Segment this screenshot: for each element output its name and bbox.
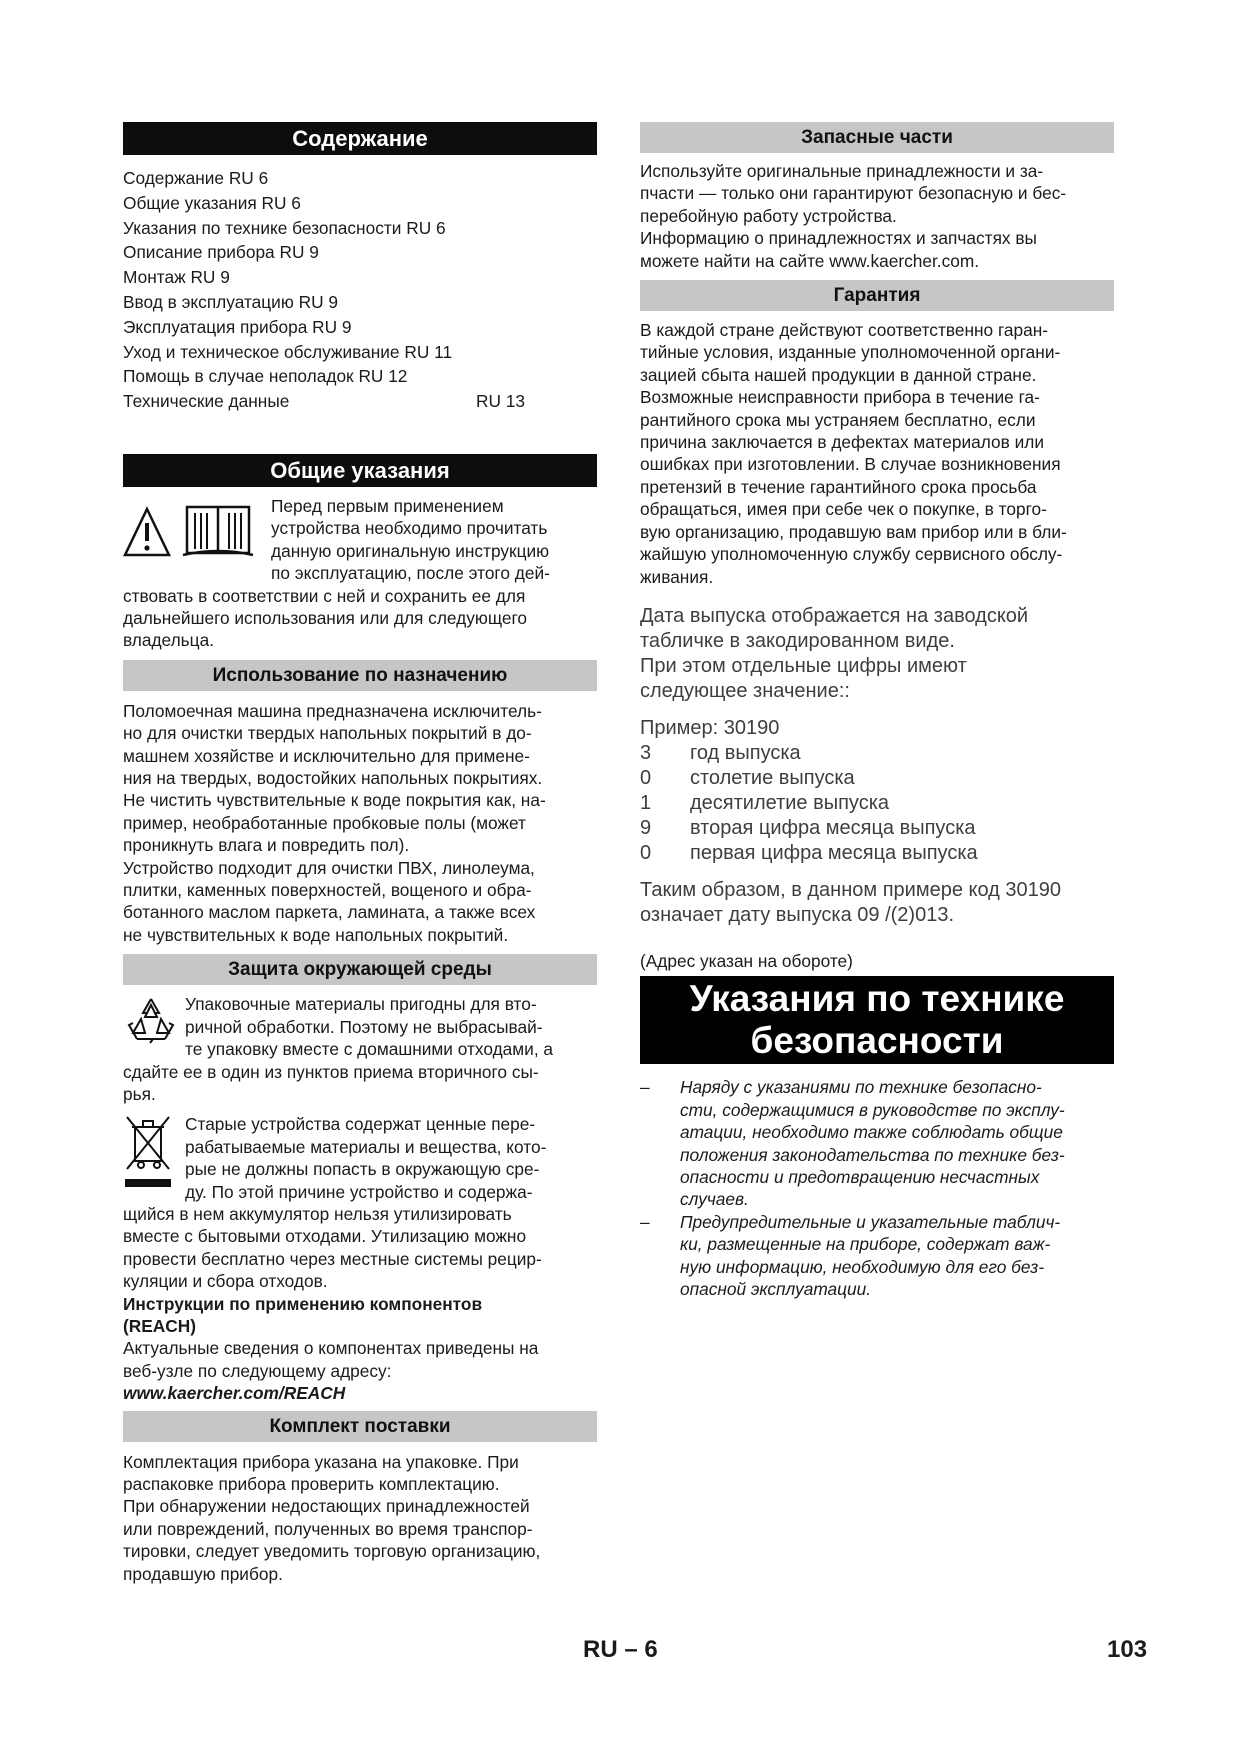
text-line: рья. bbox=[123, 1083, 156, 1104]
text-line: веб-узле по следующему адресу: bbox=[123, 1360, 392, 1381]
code-row: 0 первая цифра месяца выпуска bbox=[640, 841, 978, 864]
recycle-icon bbox=[123, 993, 185, 1055]
text-line: ботанного маслом паркета, ламината, а также всех bbox=[123, 902, 536, 923]
footer-section-label: RU – 6 bbox=[583, 1636, 658, 1663]
list-item: – Наряду с указаниями по технике безопасно- сти, содержащимися в руководстве по эксплу- атации, необходимо также соблюдать общие положения законодательства по технике без- опасности и предотвращению несчастных случаев. bbox=[640, 1077, 1065, 1210]
reach-title: Инструкции по применению компонентов bbox=[123, 1293, 483, 1314]
text-line: следующее значение:: bbox=[640, 679, 850, 702]
warranty-header: Гарантия bbox=[640, 280, 1114, 311]
toc-item[interactable]: Содержание RU 6 bbox=[123, 168, 269, 188]
text-line: претензий в течение гарантийного срока просьба bbox=[640, 476, 1037, 497]
text-line: Актуальные сведения о компонентах приведены на bbox=[123, 1338, 539, 1359]
toc-item[interactable]: Описание прибора RU 9 bbox=[123, 242, 319, 263]
text-line: данную оригинальную инструкцию bbox=[271, 540, 550, 561]
warning-book-icon-group bbox=[123, 503, 271, 567]
text-line: пчасти — только они гарантируют безопасную и бес- bbox=[640, 183, 1067, 204]
text-line: можете найти на сайте www.kaercher.com. bbox=[640, 250, 980, 271]
text-line: Поломоечная машина предназначена исключитель- bbox=[123, 700, 542, 721]
toc-item[interactable]: Уход и техническое обслуживание RU 11 bbox=[123, 341, 453, 362]
text-line: но для очистки твердых напольных покрытий в до- bbox=[123, 723, 532, 744]
text-line: тировки, следует уведомить торговую организацию, bbox=[123, 1541, 541, 1562]
text-line: Используйте оригинальные принадлежности и за- bbox=[640, 161, 1044, 181]
intended-use-header: Использование по назначению bbox=[123, 660, 597, 691]
text-line: ния на твердых, водостойких напольных покрытиях. bbox=[123, 768, 543, 789]
safety-list bbox=[640, 1076, 1114, 1300]
text-line: дальнейшего использования или для следующего bbox=[123, 608, 527, 628]
spare-parts-text bbox=[640, 160, 1114, 272]
text-line: сдайте ее в один из пунктов приема вторичного сы- bbox=[123, 1061, 539, 1082]
text-line: рые не должны попасть в окружающую сре- bbox=[185, 1159, 540, 1180]
text-line: проникнуть влага и повредить пол). bbox=[123, 835, 410, 856]
text-line: провести бесплатно через местные системы рецир- bbox=[123, 1248, 542, 1269]
text-line: Не чистить чувствительные к воде покрытия как, на- bbox=[123, 790, 546, 811]
code-row: 3 год выпуска bbox=[640, 741, 801, 764]
text-line: машнем хозяйстве и исключительно для примене- bbox=[123, 745, 530, 766]
text-line: ду. По этой причине устройство и содержа- bbox=[185, 1181, 533, 1202]
toc-item[interactable]: Указания по технике безопасности RU 6 bbox=[123, 217, 446, 238]
left-column bbox=[123, 122, 597, 1585]
text-line: по эксплуатацию, после этого дей- bbox=[271, 563, 550, 584]
text-line: При этом отдельные цифры имеют bbox=[640, 654, 967, 677]
toc-item[interactable]: Монтаж RU 9 bbox=[123, 267, 230, 288]
toc-item[interactable]: Общие указания RU 6 bbox=[123, 192, 301, 213]
reach-title: (REACH) bbox=[123, 1315, 196, 1336]
text-line: причина заключается в дефектах материалов или bbox=[640, 432, 1044, 453]
text-line: табличке в закодированном виде. bbox=[640, 629, 955, 652]
address-note: (Адрес указан на обороте) bbox=[640, 950, 853, 971]
text-line: рантийного срока мы устраняем бесплатно, если bbox=[640, 409, 1036, 430]
text-line: Таким образом, в данном примере код 30190 bbox=[640, 878, 1061, 901]
text-line: пример, необработанные пробковые полы (может bbox=[123, 812, 526, 833]
text-line: Перед первым применением bbox=[271, 495, 504, 516]
text-line: обращаться, имея при себе чек о покупке, в торго- bbox=[640, 499, 1047, 520]
text-line: зацией сбыта нашей продукции в данной стране. bbox=[640, 364, 1037, 385]
contents-header: Содержание bbox=[123, 122, 597, 155]
text-line: Информацию о принадлежностях и запчастях вы bbox=[640, 228, 1037, 249]
code-example: Пример: 30190 bbox=[640, 716, 780, 739]
text-line: щийся в нем аккумулятор нельзя утилизировать bbox=[123, 1203, 512, 1224]
text-line: ствовать в соответствии с ней и сохранить ее для bbox=[123, 585, 526, 606]
text-line: рабатываемые материалы и вещества, кото- bbox=[185, 1136, 547, 1157]
toc-item[interactable]: Технические данные RU 13 bbox=[123, 391, 525, 412]
text-line: Старые устройства содержат ценные пере- bbox=[185, 1114, 536, 1135]
environment-recycle bbox=[123, 993, 597, 1105]
safety-title: Указания по технике безопасности bbox=[640, 976, 1114, 1064]
toc-item[interactable]: Эксплуатация прибора RU 9 bbox=[123, 316, 352, 337]
text-line: продавшую прибор. bbox=[123, 1563, 283, 1584]
text-line: В каждой стране действуют соответственно гаран- bbox=[640, 320, 1049, 341]
reach-link[interactable]: www.kaercher.com/REACH bbox=[123, 1383, 346, 1404]
text-line: Дата выпуска отображается на заводской bbox=[640, 604, 1029, 627]
text-line: живания. bbox=[640, 566, 714, 587]
text-line: вместе с бытовыми отходами. Утилизацию можно bbox=[123, 1226, 527, 1247]
text-line: тийные условия, изданные уполномоченной органи- bbox=[640, 342, 1061, 363]
text-line: Возможные неисправности прибора в течение га- bbox=[640, 387, 1040, 408]
footer-page-number: 103 bbox=[1107, 1636, 1148, 1663]
crossed-bin-icon bbox=[123, 1113, 185, 1197]
text-line: означает дату выпуска 09 /(2)013. bbox=[640, 903, 955, 926]
production-date-block bbox=[640, 604, 1114, 928]
text-line: плитки, каменных поверхностей, вощеного и обра- bbox=[123, 880, 532, 901]
text-line: Комплектация прибора указана на упаковке. При bbox=[123, 1451, 519, 1472]
general-header: Общие указания bbox=[123, 454, 597, 487]
text-line: куляции и сбора отходов. bbox=[123, 1271, 328, 1292]
code-row: 9 вторая цифра месяца выпуска bbox=[640, 816, 976, 839]
code-row: 0 столетие выпуска bbox=[640, 766, 855, 789]
list-item: – Предупредительные и указательные таблич- ки, размещенные на приборе, содержат важ- ную информацию, необходимую для его без- опасной эксплуатации. bbox=[640, 1211, 1061, 1299]
code-row: 1 десятилетие выпуска bbox=[640, 791, 890, 814]
text-line: или повреждений, полученных во время транспор- bbox=[123, 1518, 533, 1539]
text-line: ричной обработки. Поэтому не выбрасывай- bbox=[185, 1016, 543, 1037]
text-line: перебойную работу устройства. bbox=[640, 205, 897, 226]
environment-header: Защита окружающей среды bbox=[123, 954, 597, 985]
text-line: вую организацию, продавшую вам прибор или в бли- bbox=[640, 521, 1067, 542]
table-of-contents bbox=[123, 166, 597, 414]
warning-triangle-icon bbox=[123, 503, 263, 565]
text-line: распаковке прибора проверить комплектацию. bbox=[123, 1474, 500, 1494]
text-line: ошибках при изготовлении. В случае возникновения bbox=[640, 454, 1061, 475]
general-intro bbox=[123, 495, 597, 652]
text-line: Упаковочные материалы пригодны для вто- bbox=[185, 994, 537, 1015]
text-line: При обнаружении недостающих принадлежностей bbox=[123, 1496, 530, 1517]
spare-parts-header: Запасные части bbox=[640, 122, 1114, 153]
intended-use-text bbox=[123, 700, 597, 946]
right-column bbox=[640, 122, 1114, 1300]
text-line: устройства необходимо прочитать bbox=[271, 518, 548, 539]
environment-weee bbox=[123, 1113, 597, 1404]
text-line: не чувствительных к воде напольных покрытий. bbox=[123, 924, 509, 945]
toc-item[interactable]: Ввод в эксплуатацию RU 9 bbox=[123, 291, 338, 312]
text-line: владельца. bbox=[123, 630, 214, 651]
text-line: Устройство подходит для очистки ПВХ, линолеума, bbox=[123, 857, 535, 878]
manual-book-icon bbox=[183, 507, 253, 555]
delivery-text bbox=[123, 1451, 597, 1585]
delivery-header: Комплект поставки bbox=[123, 1411, 597, 1442]
warranty-text bbox=[640, 319, 1114, 588]
text-line: те упаковку вместе с домашними отходами, а bbox=[185, 1039, 554, 1060]
text-line: жайшую уполномоченную службу сервисного обслу- bbox=[640, 544, 1063, 565]
toc-item[interactable]: Помощь в случае неполадок RU 12 bbox=[123, 366, 408, 387]
